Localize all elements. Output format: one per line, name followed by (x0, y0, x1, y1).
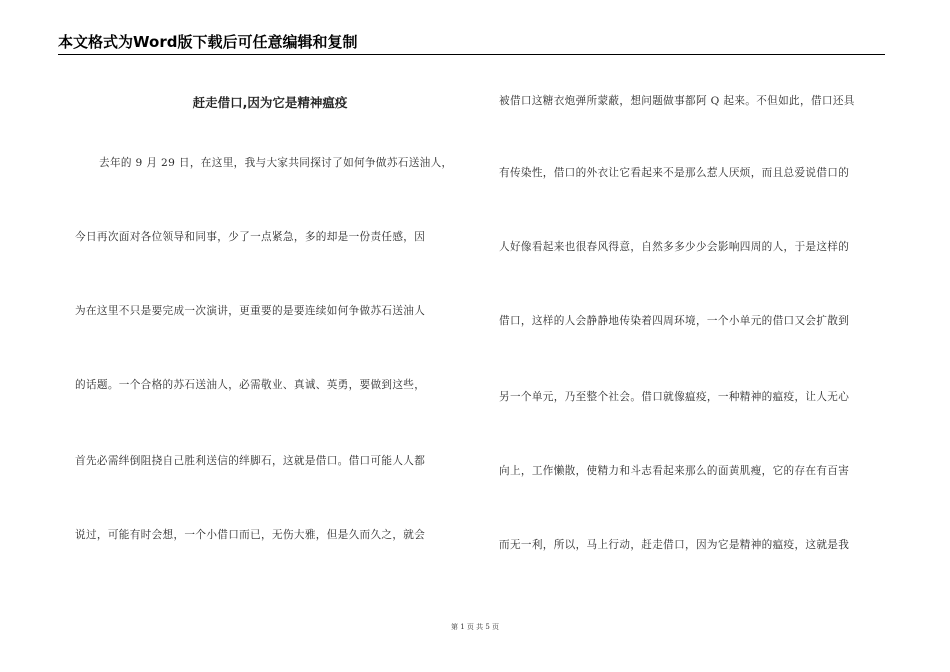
right-column (499, 80, 894, 600)
left-column (75, 80, 470, 600)
header-title: 本文格式为Word版下载后可任意编辑和复制 (58, 33, 358, 51)
text-line: 今日再次面对各位领导和同事，少了一点紧急，多的却是一份责任感，因 (75, 231, 426, 243)
document-title: 赶走借口,因为它是精神瘟疫 (192, 95, 348, 110)
text-line: 有传染性，借口的外衣让它看起来不是那么惹人厌烦，而且总爱说借口的 (499, 167, 850, 179)
text-line: 向上，工作懒散，使精力和斗志看起来那么的面黄肌瘦，它的存在有百害 (499, 465, 850, 477)
document-header (58, 32, 885, 55)
text-line: 被借口这糖衣炮弹所蒙蔽，想问题做事都阿 Q 起来。不但如此，借口还具 (499, 95, 855, 107)
text-line: 人好像看起来也很春风得意，自然多多少少会影响四周的人，于是这样的 (499, 241, 850, 253)
text-line: 首先必需绊倒阻挠自己胜利送信的绊脚石，这就是借口。借口可能人人都 (75, 455, 426, 467)
text-line: 去年的 9 月 29 日，在这里，我与大家共同探讨了如何争做苏石送油人， (99, 157, 453, 169)
text-line: 而无一利，所以，马上行动，赶走借口，因为它是精神的瘟疫，这就是我 (499, 539, 850, 551)
page-number: 第 1 页 共 5 页 (450, 623, 500, 631)
text-line: 借口，这样的人会静静地传染着四周环境，一个小单元的借口又会扩散到 (499, 315, 850, 327)
text-line: 为在这里不只是要完成一次演讲，更重要的是要连续如何争做苏石送油人 (75, 305, 426, 317)
text-line: 说过，可能有时会想，一个小借口而已，无伤大雅，但是久而久之，就会 (75, 529, 426, 541)
text-line: 另一个单元，乃至整个社会。借口就像瘟疫，一种精神的瘟疫，让人无心 (499, 391, 850, 403)
text-line: 的话题。一个合格的苏石送油人，必需敬业、真诚、英勇，要做到这些， (75, 379, 426, 391)
